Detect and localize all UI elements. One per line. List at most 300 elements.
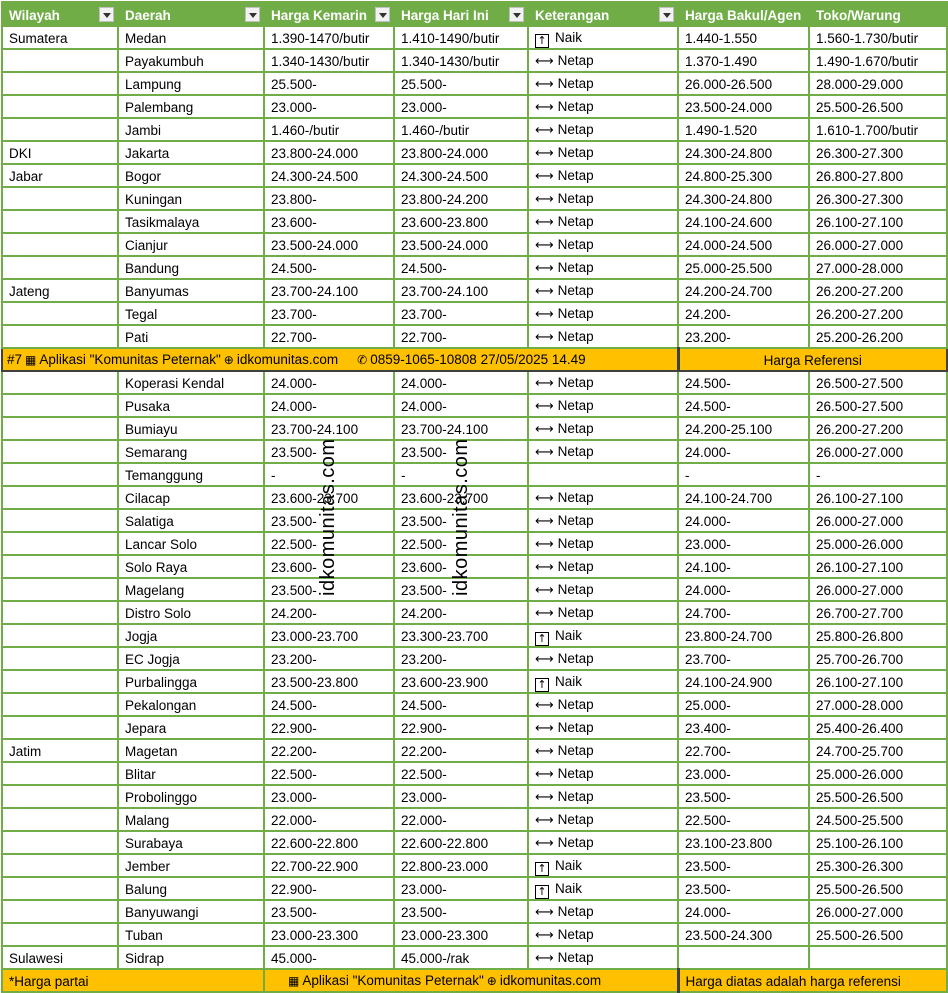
cell-kemarin: 1.340-1430/butir [264,49,394,72]
cell-toko: 1.610-1.700/butir [809,118,947,141]
cell-daerah: Pekalongan [118,693,264,716]
table-row [2,279,947,302]
left-right-arrow-icon: ⟷ [535,77,554,92]
table-row [2,95,947,118]
price-sheet [1,1,946,993]
filter-dropdown-hari-ini[interactable] [509,7,524,22]
cell-daerah: Distro Solo [118,601,264,624]
cell-bakul: 25.000- [678,693,809,716]
cell-ket [528,463,678,486]
cell-wilayah: Jatim [2,739,118,762]
cell-kemarin: 1.390-1470/butir [264,26,394,49]
table-row [2,440,947,463]
cell-hari-ini: 1.460-/butir [394,118,528,141]
table-row [2,923,947,946]
globe-icon: ⊕ [223,353,234,367]
left-right-arrow-icon: ⟷ [535,813,554,828]
table-row [2,49,947,72]
left-right-arrow-icon: ⟷ [535,445,554,460]
filter-dropdown-keterangan[interactable] [659,7,674,22]
header-wilayah: Wilayah [2,2,118,26]
cell-wilayah [2,187,118,210]
cell-hari-ini: 22.900- [394,716,528,739]
cell-toko: 26.200-27.200 [809,279,947,302]
cell-daerah: Bandung [118,256,264,279]
cell-kemarin: 23.700-24.100 [264,417,394,440]
table-row [2,831,947,854]
cell-wilayah [2,233,118,256]
cell-bakul: 24.100- [678,555,809,578]
cell-kemarin: 23.800-24.000 [264,141,394,164]
cell-hari-ini: 22.700- [394,325,528,348]
table-row [2,716,947,739]
cell-hari-ini: 23.200- [394,647,528,670]
left-right-arrow-icon: ⟷ [535,928,554,943]
cell-wilayah [2,49,118,72]
cell-daerah: Payakumbuh [118,49,264,72]
cell-daerah: Magetan [118,739,264,762]
cell-toko: 26.000-27.000 [809,509,947,532]
cell-ket: ⟷ Netap [528,509,678,532]
cell-ket: ⟷ Netap [528,900,678,923]
cell-wilayah [2,647,118,670]
footer-disclaimer: Harga diatas adalah harga referensi [678,969,947,992]
left-right-arrow-icon: ⟷ [535,238,554,253]
header-keterangan: Keterangan [528,2,678,26]
left-right-arrow-icon: ⟷ [535,307,554,322]
table-row [2,578,947,601]
cell-wilayah [2,463,118,486]
left-right-arrow-icon: ⟷ [535,744,554,759]
phone-calculator-icon: ▦ [25,353,37,367]
cell-hari-ini: 24.500- [394,693,528,716]
cell-toko: 27.000-28.000 [809,693,947,716]
cell-wilayah [2,486,118,509]
cell-bakul: 24.200-25.100 [678,417,809,440]
cell-hari-ini: 1.410-1490/butir [394,26,528,49]
cell-hari-ini: 24.000- [394,371,528,394]
cell-wilayah [2,877,118,900]
cell-wilayah [2,670,118,693]
cell-daerah: Bumiayu [118,417,264,440]
cell-bakul: 23.500- [678,877,809,900]
banner-info: #7 ▦ Aplikasi "Komunitas Peternak" ⊕ idkomunitas.com ✆ 0859-1065-10808 27/05/2025 14.49 [2,348,678,371]
left-right-arrow-icon: ⟷ [535,951,554,966]
header-harga-hari-ini: Harga Hari Ini [394,2,528,26]
cell-hari-ini: 24.500- [394,256,528,279]
left-right-arrow-icon: ⟷ [535,146,554,161]
cell-hari-ini: 23.800-24.200 [394,187,528,210]
cell-toko: 25.200-26.200 [809,325,947,348]
cell-ket: ⟷ Netap [528,302,678,325]
cell-ket: ↑ Naik [528,26,678,49]
cell-toko: 26.200-27.200 [809,417,947,440]
cell-wilayah: Jabar [2,164,118,187]
cell-ket: ⟷ Netap [528,118,678,141]
cell-daerah: Surabaya [118,831,264,854]
cell-kemarin: 23.700-24.100 [264,279,394,302]
cell-kemarin: 22.700-22.900 [264,854,394,877]
cell-kemarin: 23.600- [264,555,394,578]
table-row [2,325,947,348]
cell-daerah: Lampung [118,72,264,95]
cell-daerah: Jakarta [118,141,264,164]
cell-bakul: 24.100-24.700 [678,486,809,509]
left-right-arrow-icon: ⟷ [535,123,554,138]
cell-toko: 26.700-27.700 [809,601,947,624]
cell-hari-ini: 23.000- [394,785,528,808]
cell-toko: - [809,463,947,486]
cell-ket: ↑ Naik [528,877,678,900]
cell-bakul: 24.000-24.500 [678,233,809,256]
cell-toko [809,946,947,969]
cell-toko: 26.100-27.100 [809,670,947,693]
cell-ket: ⟷ Netap [528,141,678,164]
cell-daerah: Balung [118,877,264,900]
cell-wilayah: Sulawesi [2,946,118,969]
cell-ket: ⟷ Netap [528,164,678,187]
cell-bakul: 24.000- [678,509,809,532]
cell-ket: ⟷ Netap [528,49,678,72]
cell-bakul: 24.800-25.300 [678,164,809,187]
cell-bakul: 24.300-24.800 [678,187,809,210]
cell-bakul: 23.700- [678,647,809,670]
left-right-arrow-icon: ⟷ [535,54,554,69]
cell-daerah: Banyuwangi [118,900,264,923]
cell-daerah: Jogja [118,624,264,647]
cell-daerah: Jember [118,854,264,877]
header-harga-kemarin: Harga Kemarin [264,2,394,26]
watermark-text-2: idkomunitas.com [450,438,472,596]
cell-bakul: 23.500- [678,854,809,877]
cell-kemarin: 24.300-24.500 [264,164,394,187]
cell-toko: 28.000-29.000 [809,72,947,95]
arrow-up-box-icon: ↑ [535,885,549,899]
watermark-text: idkomunitas.com [317,438,339,596]
cell-ket: ↑ Naik [528,670,678,693]
table-row [2,118,947,141]
banner-row [2,348,947,371]
cell-kemarin: 23.600- [264,210,394,233]
cell-hari-ini: 22.800-23.000 [394,854,528,877]
cell-kemarin: 22.200- [264,739,394,762]
cell-hari-ini: 23.600- [394,555,528,578]
cell-ket: ⟷ Netap [528,325,678,348]
cell-kemarin: 23.700- [264,302,394,325]
table-row [2,739,947,762]
cell-bakul: 26.000-26.500 [678,72,809,95]
cell-daerah: Blitar [118,762,264,785]
cell-ket: ⟷ Netap [528,532,678,555]
cell-hari-ini: 23.500- [394,578,528,601]
cell-bakul: 24.300-24.800 [678,141,809,164]
cell-kemarin: 25.500- [264,72,394,95]
cell-bakul: 23.200- [678,325,809,348]
cell-toko: 25.500-26.500 [809,923,947,946]
cell-toko: 25.400-26.400 [809,716,947,739]
cell-ket: ⟷ Netap [528,739,678,762]
table-row [2,141,947,164]
cell-wilayah [2,693,118,716]
cell-kemarin: 23.500-24.000 [264,233,394,256]
cell-wilayah [2,118,118,141]
cell-kemarin: - [264,463,394,486]
cell-daerah: Kuningan [118,187,264,210]
cell-hari-ini: 23.500- [394,440,528,463]
cell-hari-ini: 23.000- [394,95,528,118]
left-right-arrow-icon: ⟷ [535,330,554,345]
cell-daerah: Cilacap [118,486,264,509]
cell-ket: ⟷ Netap [528,72,678,95]
cell-toko: 25.500-26.500 [809,95,947,118]
cell-toko: 26.000-27.000 [809,233,947,256]
cell-hari-ini: 24.000- [394,394,528,417]
cell-kemarin: 22.000- [264,808,394,831]
left-right-arrow-icon: ⟷ [535,284,554,299]
cell-hari-ini: 1.340-1430/butir [394,49,528,72]
cell-toko: 26.000-27.000 [809,900,947,923]
table-row [2,808,947,831]
table-row [2,256,947,279]
table-row [2,601,947,624]
filter-dropdown-wilayah[interactable] [99,7,114,22]
cell-daerah: Salatiga [118,509,264,532]
cell-ket: ⟷ Netap [528,233,678,256]
table-row [2,417,947,440]
cell-hari-ini: 22.000- [394,808,528,831]
cell-toko: 25.000-26.000 [809,762,947,785]
cell-wilayah [2,509,118,532]
cell-wilayah [2,923,118,946]
cell-bakul: 23.500-24.300 [678,923,809,946]
cell-ket: ⟷ Netap [528,440,678,463]
cell-wilayah [2,831,118,854]
cell-ket: ⟷ Netap [528,785,678,808]
cell-ket: ⟷ Netap [528,946,678,969]
footer-note: *Harga partai [2,969,264,992]
cell-ket: ⟷ Netap [528,693,678,716]
left-right-arrow-icon: ⟷ [535,261,554,276]
cell-ket: ⟷ Netap [528,923,678,946]
header-daerah: Daerah [118,2,264,26]
cell-hari-ini: 23.000- [394,877,528,900]
cell-wilayah [2,371,118,394]
filter-dropdown-daerah[interactable] [245,7,260,22]
cell-toko: 27.000-28.000 [809,256,947,279]
cell-toko: 1.490-1.670/butir [809,49,947,72]
cell-toko: 25.800-26.800 [809,624,947,647]
cell-kemarin: 1.460-/butir [264,118,394,141]
cell-kemarin: 24.500- [264,256,394,279]
cell-toko: 26.000-27.000 [809,578,947,601]
table-row [2,555,947,578]
cell-bakul: 24.100-24.600 [678,210,809,233]
cell-hari-ini: 23.800-24.000 [394,141,528,164]
cell-kemarin: 23.500- [264,900,394,923]
cell-daerah: EC Jogja [118,647,264,670]
left-right-arrow-icon: ⟷ [535,399,554,414]
cell-ket: ⟷ Netap [528,486,678,509]
filter-dropdown-kemarin[interactable] [375,7,390,22]
left-right-arrow-icon: ⟷ [535,100,554,115]
footer-app: ▦ Aplikasi "Komunitas Peternak" ⊕ idkomunitas.com [264,969,678,992]
table-row [2,693,947,716]
cell-wilayah [2,210,118,233]
cell-kemarin: 24.500- [264,693,394,716]
cell-kemarin: 22.700- [264,325,394,348]
cell-hari-ini: 24.300-24.500 [394,164,528,187]
cell-hari-ini: 23.000-23.300 [394,923,528,946]
cell-kemarin: 23.500- [264,440,394,463]
cell-bakul: 24.500- [678,394,809,417]
header-row [2,2,947,26]
cell-kemarin: 23.000-23.700 [264,624,394,647]
table-row [2,877,947,900]
cell-wilayah [2,417,118,440]
cell-bakul: 23.400- [678,716,809,739]
left-right-arrow-icon: ⟷ [535,790,554,805]
cell-toko: 26.800-27.800 [809,164,947,187]
left-right-arrow-icon: ⟷ [535,560,554,575]
cell-daerah: Pati [118,325,264,348]
left-right-arrow-icon: ⟷ [535,767,554,782]
cell-ket: ⟷ Netap [528,555,678,578]
cell-hari-ini: 23.300-23.700 [394,624,528,647]
cell-daerah: Cianjur [118,233,264,256]
left-right-arrow-icon: ⟷ [535,721,554,736]
cell-wilayah [2,256,118,279]
table-row [2,509,947,532]
cell-bakul: 22.500- [678,808,809,831]
table-row [2,302,947,325]
cell-toko: 26.500-27.500 [809,371,947,394]
cell-bakul: 24.700- [678,601,809,624]
cell-hari-ini: - [394,463,528,486]
cell-toko: 24.500-25.500 [809,808,947,831]
cell-hari-ini: 23.500- [394,509,528,532]
globe-icon: ⊕ [486,974,497,988]
header-bakul-agen: Harga Bakul/Agen [678,2,809,26]
cell-hari-ini: 23.600-23.700 [394,486,528,509]
cell-wilayah [2,302,118,325]
cell-bakul: 25.000-25.500 [678,256,809,279]
cell-bakul: 23.000- [678,762,809,785]
cell-ket: ⟷ Netap [528,394,678,417]
cell-wilayah [2,578,118,601]
cell-ket: ⟷ Netap [528,716,678,739]
left-right-arrow-icon: ⟷ [535,836,554,851]
price-table [1,1,948,993]
cell-daerah: Bogor [118,164,264,187]
cell-wilayah [2,785,118,808]
cell-daerah: Jepara [118,716,264,739]
cell-kemarin: 23.500-23.800 [264,670,394,693]
cell-hari-ini: 23.700-24.100 [394,417,528,440]
table-row [2,233,947,256]
cell-wilayah [2,555,118,578]
cell-ket: ⟷ Netap [528,210,678,233]
cell-hari-ini: 22.200- [394,739,528,762]
cell-kemarin: 45.000- [264,946,394,969]
left-right-arrow-icon: ⟷ [535,376,554,391]
cell-hari-ini: 23.700-24.100 [394,279,528,302]
cell-kemarin: 23.800- [264,187,394,210]
cell-hari-ini: 23.600-23.900 [394,670,528,693]
cell-bakul: 1.490-1.520 [678,118,809,141]
cell-toko: 26.300-27.300 [809,187,947,210]
arrow-up-box-icon: ↑ [535,34,549,48]
cell-wilayah [2,716,118,739]
cell-kemarin: 22.900- [264,877,394,900]
cell-ket: ⟷ Netap [528,417,678,440]
cell-toko: 26.100-27.100 [809,486,947,509]
cell-daerah: Probolinggo [118,785,264,808]
cell-toko: 25.100-26.100 [809,831,947,854]
cell-daerah: Medan [118,26,264,49]
cell-hari-ini: 24.200- [394,601,528,624]
cell-bakul: 24.200- [678,302,809,325]
table-row [2,946,947,969]
cell-hari-ini: 23.500-24.000 [394,233,528,256]
table-row [2,486,947,509]
cell-bakul: 23.500- [678,785,809,808]
cell-wilayah [2,900,118,923]
cell-kemarin: 22.600-22.800 [264,831,394,854]
arrow-up-box-icon: ↑ [535,862,549,876]
left-right-arrow-icon: ⟷ [535,169,554,184]
cell-ket: ⟷ Netap [528,95,678,118]
cell-daerah: Magelang [118,578,264,601]
cell-toko: 26.100-27.100 [809,555,947,578]
cell-toko: 25.300-26.300 [809,854,947,877]
cell-wilayah [2,808,118,831]
cell-hari-ini: 22.500- [394,762,528,785]
cell-kemarin: 22.500- [264,762,394,785]
cell-kemarin: 22.500- [264,532,394,555]
cell-ket: ↑ Naik [528,854,678,877]
cell-hari-ini: 23.600-23.800 [394,210,528,233]
table-row [2,762,947,785]
cell-kemarin: 23.000-23.300 [264,923,394,946]
cell-bakul: 24.000- [678,900,809,923]
cell-wilayah [2,601,118,624]
cell-ket: ⟷ Netap [528,279,678,302]
cell-ket: ⟷ Netap [528,647,678,670]
cell-wilayah [2,394,118,417]
table-row [2,647,947,670]
cell-bakul: 22.700- [678,739,809,762]
cell-wilayah: Sumatera [2,26,118,49]
table-row [2,900,947,923]
cell-hari-ini: 23.500- [394,900,528,923]
cell-daerah: Sidrap [118,946,264,969]
table-row [2,463,947,486]
cell-bakul: 24.500- [678,371,809,394]
left-right-arrow-icon: ⟷ [535,537,554,552]
table-row [2,854,947,877]
cell-daerah: Jambi [118,118,264,141]
cell-daerah: Purbalingga [118,670,264,693]
cell-bakul: 1.370-1.490 [678,49,809,72]
cell-bakul: 23.000- [678,532,809,555]
left-right-arrow-icon: ⟷ [535,905,554,920]
cell-kemarin: 24.200- [264,601,394,624]
arrow-up-box-icon: ↑ [535,632,549,646]
left-right-arrow-icon: ⟷ [535,491,554,506]
cell-toko: 24.700-25.700 [809,739,947,762]
cell-toko: 26.100-27.100 [809,210,947,233]
cell-wilayah [2,624,118,647]
